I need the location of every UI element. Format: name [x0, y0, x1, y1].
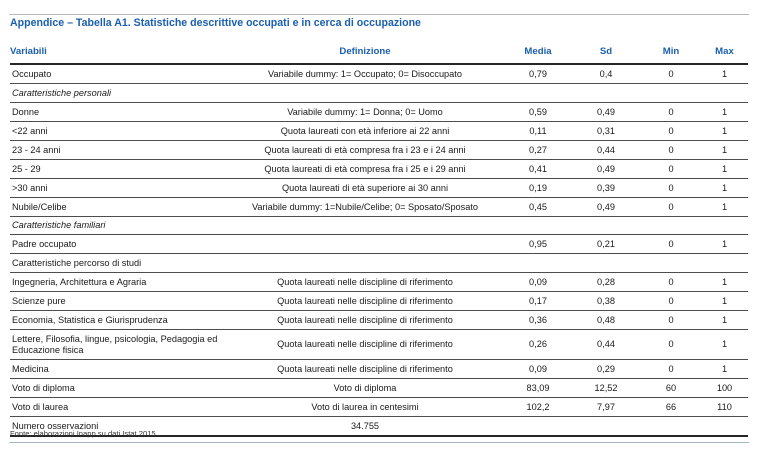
cell-variabile: Medicina — [10, 359, 225, 378]
cell-min: 0 — [641, 197, 701, 216]
cell-media: 102,2 — [505, 397, 571, 416]
cell-variabile: <22 anni — [10, 121, 225, 140]
cell-max: 1 — [701, 178, 748, 197]
cell-variabile: Nubile/Celibe — [10, 197, 225, 216]
cell-media: 0,09 — [505, 359, 571, 378]
cell-sd: 0,39 — [571, 178, 641, 197]
cell-variabile: >30 anni — [10, 178, 225, 197]
cell-definizione — [225, 235, 505, 254]
cell-media: 83,09 — [505, 378, 571, 397]
cell-max: 1 — [701, 159, 748, 178]
cell-min: 0 — [641, 178, 701, 197]
cell-sd: 0,49 — [571, 102, 641, 121]
table-row — [10, 197, 748, 216]
cell-variabile: 25 - 29 — [10, 159, 225, 178]
table-row — [10, 378, 748, 397]
table-row — [10, 140, 748, 159]
column-header-min: Min — [641, 42, 701, 64]
cell-min: 0 — [641, 329, 701, 359]
table-row — [10, 291, 748, 310]
cell-media: 0,79 — [505, 64, 571, 84]
table-row — [10, 329, 748, 359]
cell-min: 0 — [641, 291, 701, 310]
cell-sd: 0,4 — [571, 64, 641, 84]
table-header — [10, 42, 748, 64]
table-row — [10, 397, 748, 416]
cell-sd: 0,49 — [571, 159, 641, 178]
section-row — [10, 254, 748, 273]
cell-max: 1 — [701, 272, 748, 291]
cell-sd: 0,44 — [571, 140, 641, 159]
section-label: Caratteristiche familiari — [10, 216, 748, 235]
cell-media: 0,09 — [505, 272, 571, 291]
cell-sd: 0,31 — [571, 121, 641, 140]
source-note: Fonte: elaborazioni Inapp su dati Istat 2015 — [10, 429, 156, 438]
cell-max: 1 — [701, 329, 748, 359]
table-row — [10, 102, 748, 121]
table-row — [10, 121, 748, 140]
column-header-definizione: Definizione — [225, 42, 505, 64]
cell-media: 0,45 — [505, 197, 571, 216]
cell-variabile: Donne — [10, 102, 225, 121]
cell-variabile: Voto di diploma — [10, 378, 225, 397]
section-label: Caratteristiche personali — [10, 84, 748, 103]
cell-media: 0,19 — [505, 178, 571, 197]
cell-definizione: Quota laureati con età inferiore ai 22 anni — [225, 121, 505, 140]
cell-sd: 0,44 — [571, 329, 641, 359]
cell-sd: 0,49 — [571, 197, 641, 216]
cell-media: 0,95 — [505, 235, 571, 254]
table-row — [10, 359, 748, 378]
cell-max: 1 — [701, 235, 748, 254]
column-header-variabile: Variabili — [10, 42, 225, 64]
cell-min: 0 — [641, 359, 701, 378]
cell-min: 60 — [641, 378, 701, 397]
cell-min: 0 — [641, 140, 701, 159]
cell-definizione: Quota laureati nelle discipline di riferimento — [225, 359, 505, 378]
section-row — [10, 84, 748, 103]
column-header-media: Media — [505, 42, 571, 64]
cell-sd: 0,38 — [571, 291, 641, 310]
cell-variabile: Voto di laurea — [10, 397, 225, 416]
cell-variabile: Padre occupato — [10, 235, 225, 254]
table-row — [10, 235, 748, 254]
cell-sd: 0,48 — [571, 310, 641, 329]
cell-sd: 0,29 — [571, 359, 641, 378]
cell-definizione: Quota laureati nelle discipline di riferimento — [225, 310, 505, 329]
table-row — [10, 178, 748, 197]
section-label: Caratteristiche percorso di studi — [10, 254, 748, 273]
column-header-max: Max — [701, 42, 748, 64]
cell-sd: 0,21 — [571, 235, 641, 254]
cell-min: 0 — [641, 235, 701, 254]
cell-sd: 12,52 — [571, 378, 641, 397]
cell-definizione: Quota laureati di età compresa fra i 23 e i 24 anni — [225, 140, 505, 159]
cell-variabile: Occupato — [10, 64, 225, 84]
table-row — [10, 159, 748, 178]
cell-definizione: Variabile dummy: 1= Occupato; 0= Disoccupato — [225, 64, 505, 84]
cell-sd: 0,28 — [571, 272, 641, 291]
cell-media: 0,36 — [505, 310, 571, 329]
bottom-rule — [9, 442, 749, 443]
cell-max: 1 — [701, 359, 748, 378]
cell-definizione: Quota laureati nelle discipline di riferimento — [225, 272, 505, 291]
cell-min: 0 — [641, 102, 701, 121]
cell-max: 100 — [701, 378, 748, 397]
cell-definizione: Voto di diploma — [225, 378, 505, 397]
cell-media: 0,41 — [505, 159, 571, 178]
statistics-table — [10, 42, 748, 437]
cell-definizione: Voto di laurea in centesimi — [225, 397, 505, 416]
cell-min: 0 — [641, 159, 701, 178]
cell-variabile: Economia, Statistica e Giurisprudenza — [10, 310, 225, 329]
cell-max: 1 — [701, 310, 748, 329]
cell-max: 1 — [701, 121, 748, 140]
cell-media: 0,11 — [505, 121, 571, 140]
cell-definizione: Quota laureati nelle discipline di riferimento — [225, 329, 505, 359]
table-row — [10, 310, 748, 329]
column-header-sd: Sd — [571, 42, 641, 64]
cell-max: 110 — [701, 397, 748, 416]
cell-variabile: Ingegneria, Architettura e Agraria — [10, 272, 225, 291]
cell-variabile: Numero osservazioni — [10, 416, 225, 436]
cell-min: 0 — [641, 310, 701, 329]
cell-media: 0,26 — [505, 329, 571, 359]
table-body — [10, 64, 748, 436]
cell-variabile: Scienze pure — [10, 291, 225, 310]
cell-min: 66 — [641, 397, 701, 416]
cell-variabile: Lettere, Filosofia, lingue, psicologia, Pedagogia ed Educazione fisica — [10, 329, 225, 359]
cell-max: 1 — [701, 102, 748, 121]
cell-max: 1 — [701, 140, 748, 159]
cell-definizione: Quota laureati di età compresa fra i 25 e i 29 anni — [225, 159, 505, 178]
cell-definizione: Quota laureati nelle discipline di riferimento — [225, 291, 505, 310]
cell-variabile: 23 - 24 anni — [10, 140, 225, 159]
cell-max: 1 — [701, 64, 748, 84]
cell-min: 0 — [641, 121, 701, 140]
table-row — [10, 64, 748, 84]
cell-min: 0 — [641, 64, 701, 84]
cell-min: 0 — [641, 272, 701, 291]
page-title: Appendice – Tabella A1. Statistiche descrittive occupati e in cerca di occupazione — [10, 17, 421, 29]
top-rule — [9, 14, 749, 15]
cell-sd: 7,97 — [571, 397, 641, 416]
cell-media: 0,27 — [505, 140, 571, 159]
table-header-row — [10, 42, 748, 64]
cell-media: 0,59 — [505, 102, 571, 121]
table-row — [10, 272, 748, 291]
section-row — [10, 216, 748, 235]
cell-max: 1 — [701, 291, 748, 310]
cell-definizione: 34.755 — [225, 416, 505, 436]
cell-media: 0,17 — [505, 291, 571, 310]
cell-definizione: Variabile dummy: 1=Nubile/Celibe; 0= Sposato/Sposato — [225, 197, 505, 216]
cell-definizione: Quota laureati di età superiore ai 30 anni — [225, 178, 505, 197]
cell-max: 1 — [701, 197, 748, 216]
cell-definizione: Variabile dummy: 1= Donna; 0= Uomo — [225, 102, 505, 121]
